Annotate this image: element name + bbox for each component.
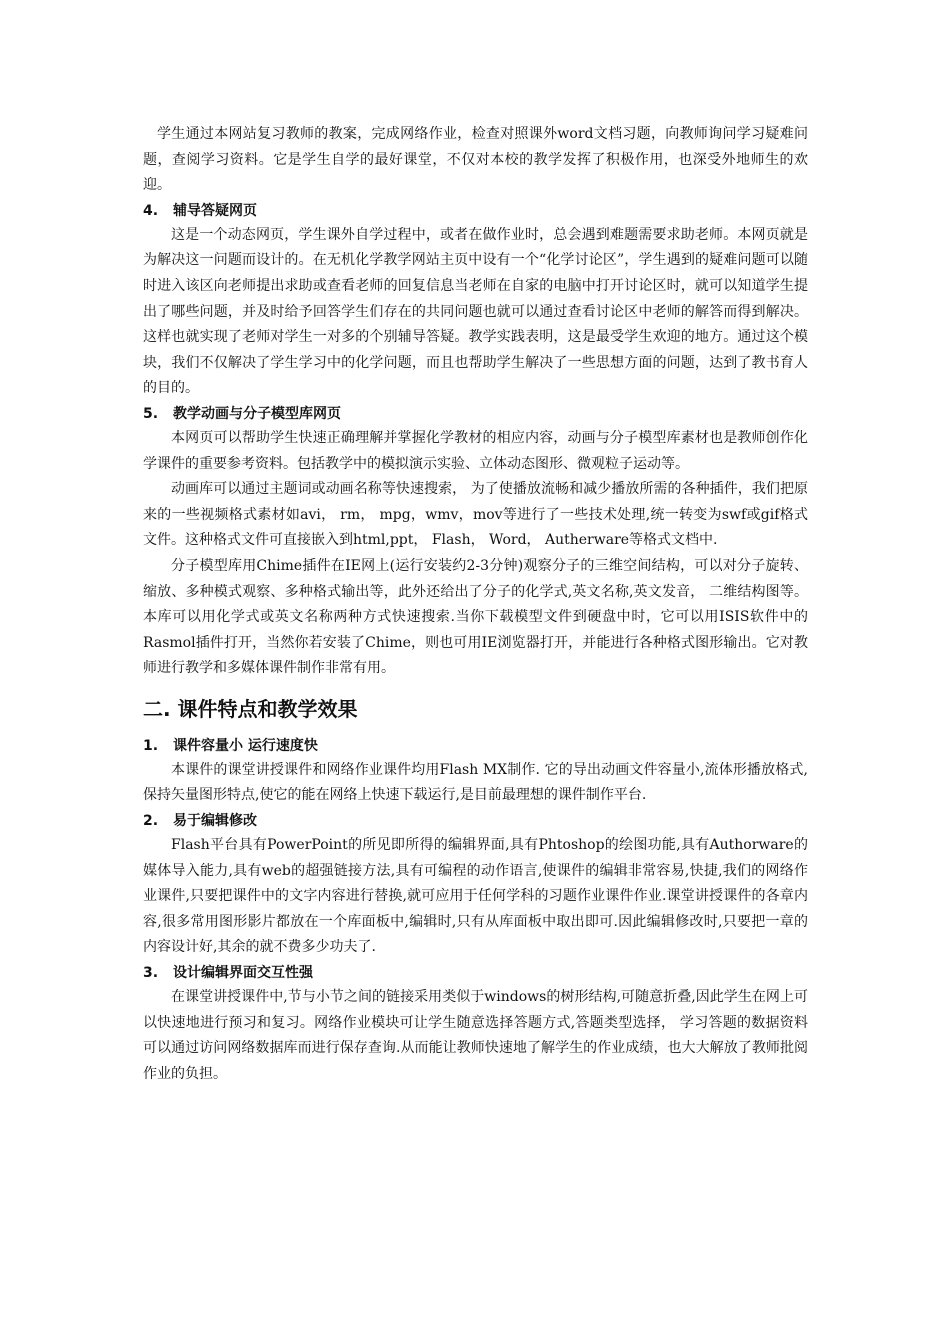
section-5-title: 教学动画与分子模型库网页 (173, 405, 341, 422)
chapter-2-heading: 二. 课件特点和教学效果 (143, 696, 358, 721)
point-2-number: 2. (143, 813, 159, 830)
section-4-paragraph: 这是一个动态网页，学生课外自学过程中，或者在做作业时，总会遇到难题需要求助老师。本网页就是为解决这一问题而设计的。在无机化学教学网站主页中设有一个“化学讨论区”，学生遇到的疑难问题可以随时进入该区向老师提出求助或查看老师的回复信息当老师在自家的电脑中打开讨论区时，就可以知道学生提出了哪些问题，并及时给予回答学生们存在的共同问题也就可以通过查看讨论区中老师的解答而得到解决。这样也就实现了老师对学生一对多的个别辅导答疑。教学实践表明，这是最受学生欢迎的地方。通过这个模块，我们不仅解决了学生学习中的化学问题，而且也帮助学生解决了一些思想方面的问题，达到了教书育人的目的。 (143, 226, 808, 397)
point-2-paragraph: Flash平台具有PowerPoint的所见即所得的编辑界面,具有Phtoshop的绘图功能,具有Authorware的媒体导入能力,具有web的超强链接方法,具有可编程的动作语言,使课件的编辑非常容易,快捷,我们的网络作业课件,只要把课件中的文字内容进行替换,就可应用于任何学科的习题作业课件作业.课堂讲授课件的各章内容,很多常用图形影片都放在一个库面板中,编辑时,只有从库面板中取出即可.因此编辑修改时,只要把一章的内容设计好,其余的就不费多少功夫了. (143, 837, 808, 956)
point-2-heading (143, 809, 808, 833)
intro-paragraph: 学生通过本网站复习教师的教案，完成网络作业，检查对照课外word文档习题，向教师询问学习疑难问题，查阅学习资料。它是学生自学的最好课堂，不仅对本校的教学发挥了积极作用，也深受外地师生的欢迎。 (143, 126, 808, 194)
point-1-number: 1. (143, 737, 159, 754)
point-3-title: 设计编辑界面交互性强 (173, 965, 313, 982)
section-4-number: 4. (143, 202, 159, 219)
section-5-number: 5. (143, 405, 159, 422)
section-5-paragraph-1: 本网页可以帮助学生快速正确理解并掌握化学教材的相应内容，动画与分子模型库素材也是教师创作化学课件的重要参考资料。包括教学中的模拟演示实验、立体动态图形、微观粒子运动等。 (143, 429, 808, 472)
point-1-title: 课件容量小 运行速度快 (173, 737, 318, 754)
section-5-paragraph-2: 动画库可以通过主题词或动画名称等快速搜索， 为了使播放流畅和减少播放所需的各种插件，我们把原来的一些视频格式素材如avi， rm， mpg，wmv，mov等进行了一些技术处理,统一转变为swf或gif格式文件。这种格式文件可直接嵌入到html,ppt， Flash， Word， Autherware等格式文档中. (143, 481, 808, 549)
point-3-heading (143, 961, 808, 985)
section-5-heading (143, 402, 808, 426)
document-body (143, 122, 808, 1087)
point-3-number: 3. (143, 965, 159, 982)
section-4-title: 辅导答疑网页 (173, 202, 257, 219)
point-1-heading (143, 734, 808, 758)
point-3-paragraph: 在课堂讲授课件中,节与小节之间的链接采用类似于windows的树形结构,可随意折叠,因此学生在网上可以快速地进行预习和复习。网络作业模块可让学生随意选择答题方式,答题类型选择， 学习答题的数据资料可以通过访问网络数据库而进行保存查询.从而能让教师快速地了解学生的作业成绩，也大大解放了教师批阅作业的负担。 (143, 989, 808, 1082)
section-5-paragraph-3: 分子模型库用Chime插件在IE网上(运行安装约2-3分钟)观察分子的三维空间结构，可以对分子旋转、缩放、多种模式观察、多种格式输出等，此外还给出了分子的化学式,英文名称,英文发音， 二维结构图等。本库可以用化学式或英文名称两种方式快速搜索.当你下载模型文件到硬盘中时，它可以用ISIS软件中的Rasmol插件打开，当然你若安装了Chime，则也可用IE浏览器打开，并能进行各种格式图形输出。它对教师进行教学和多媒体课件制作非常有用。 (143, 557, 808, 677)
point-2-title: 易于编辑修改 (173, 813, 257, 830)
point-1-paragraph: 本课件的课堂讲授课件和网络作业课件均用Flash MX制作. 它的导出动画文件容量小,流体形播放格式,保持矢量图形特点,使它的能在网络上快速下载运行,是目前最理想的课件制作平台. (143, 761, 808, 804)
section-4-heading (143, 199, 808, 223)
